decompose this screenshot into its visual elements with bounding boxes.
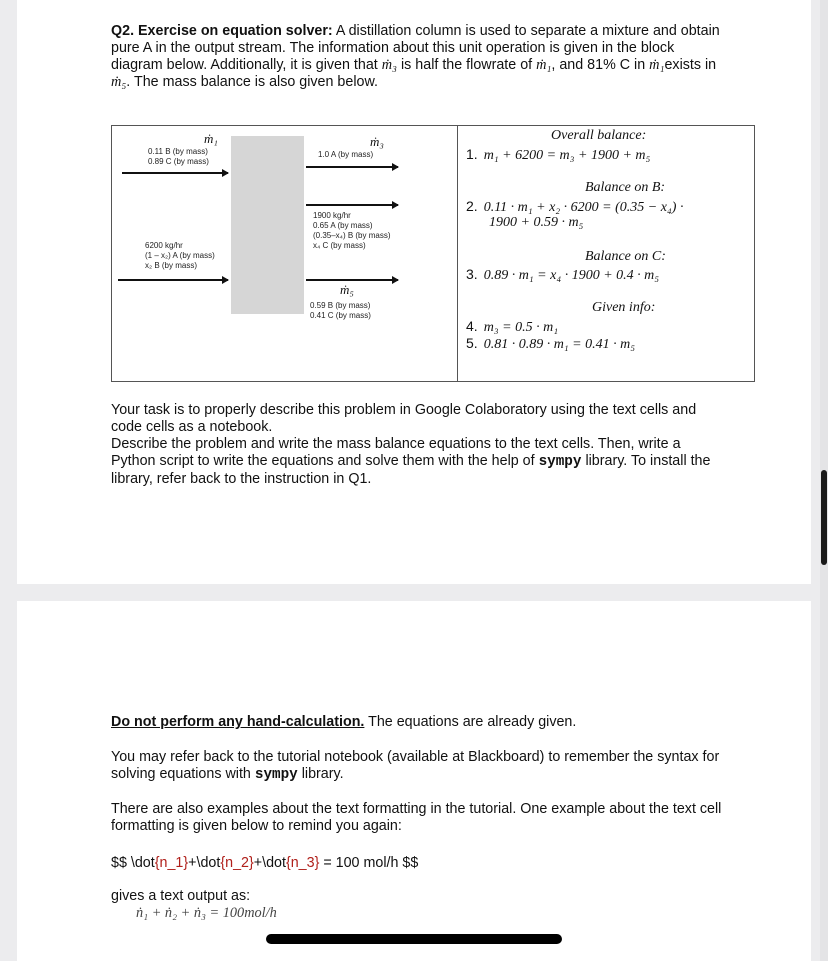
stream2-label: 6200 kg/hr (1 – x₂) A (by mass) x₂ B (by mass) xyxy=(145,241,215,270)
gives-output-label: gives a text output as: xyxy=(111,888,251,904)
arrow-stream4 xyxy=(306,204,398,206)
q2-title: Q2. Exercise on equation solver: xyxy=(111,23,333,39)
reference-paragraph: You may refer back to the tutorial notebook (available at Blackboard) to remember the syntax for solving equations with sympy library. xyxy=(111,749,720,783)
equation-2: 2. 0.11 · m₁ + x₂ · 6200 = (0.35 − x₄) · xyxy=(466,198,684,215)
rendered-formula: ṅ₁ + ṅ₂ + ṅ₃ = 100mol/h xyxy=(136,905,277,921)
m5-composition: 0.59 B (by mass) 0.41 C (by mass) xyxy=(310,301,371,320)
given-info-heading: Given info: xyxy=(592,300,656,315)
distillation-column xyxy=(231,136,304,314)
m5-label: ṁ₅ xyxy=(340,282,354,297)
arrow-m3 xyxy=(306,166,398,168)
scrollbar-thumb[interactable] xyxy=(821,470,827,565)
formatting-paragraph: There are also examples about the text formatting in the tutorial. One example about the text cell formatting is given below to remind you again: xyxy=(111,801,722,834)
scrollbar[interactable] xyxy=(820,0,828,961)
balance-b-heading: Balance on B: xyxy=(585,180,666,195)
arrow-m5 xyxy=(306,279,398,281)
arrow-m1 xyxy=(122,172,228,174)
stream4-label: 1900 kg/hr 0.65 A (by mass) (0.35–x₄) B (by mass) x₄ C (by mass) xyxy=(313,211,391,250)
m3-label: ṁ₃ xyxy=(370,134,384,149)
m1-label: ṁ₁ xyxy=(204,131,218,146)
equation-1: 1. m₁ + 6200 = m₃ + 1900 + m₅ xyxy=(466,146,651,163)
task-paragraph-1: Your task is to properly describe this problem in Google Colaboratory using the text cells and code cells as a notebook. xyxy=(111,402,697,435)
m1-composition: 0.11 B (by mass) 0.89 C (by mass) xyxy=(148,147,209,166)
box-divider xyxy=(457,126,458,381)
overall-balance-heading: Overall balance: xyxy=(551,128,647,143)
arrow-stream2 xyxy=(118,279,228,281)
q2-intro: Q2. Exercise on equation solver: A distillation column is used to separate a mixture and obtain pure A in the output stream. The information about this unit operation is given in the block diagram below. Additionally, it is given that ṁ₃ is half the flowrate of ṁ₁, and 81% C in ṁ₁exists in ṁ₅. The mass balance is also given below. xyxy=(111,23,720,90)
latex-code-example: $$ \dot{n_1}+\dot{n_2}+\dot{n_3} = 100 mol/h $$ xyxy=(111,855,419,871)
task-paragraph-2: Describe the problem and write the mass balance equations to the text cells. Then, write a Python script to write the equations and solve them with the help of sympy library. To install the library, refer back to the instruction in Q1. xyxy=(111,436,711,487)
warning-line: Do not perform any hand-calculation. The equations are already given. xyxy=(111,714,577,730)
m3-composition: 1.0 A (by mass) xyxy=(318,150,374,159)
equation-5: 5. 0.81 · 0.89 · m₁ = 0.41 · m₅ xyxy=(466,335,636,352)
equation-4: 4. m₃ = 0.5 · m₁ xyxy=(466,318,559,335)
block-diagram-box xyxy=(111,125,755,382)
balance-c-heading: Balance on C: xyxy=(585,249,666,264)
home-indicator[interactable] xyxy=(266,934,562,944)
equation-2-cont: 1900 + 0.59 · m₅ xyxy=(489,215,584,230)
equation-3: 3. 0.89 · m₁ = x₄ · 1900 + 0.4 · m₅ xyxy=(466,266,660,283)
